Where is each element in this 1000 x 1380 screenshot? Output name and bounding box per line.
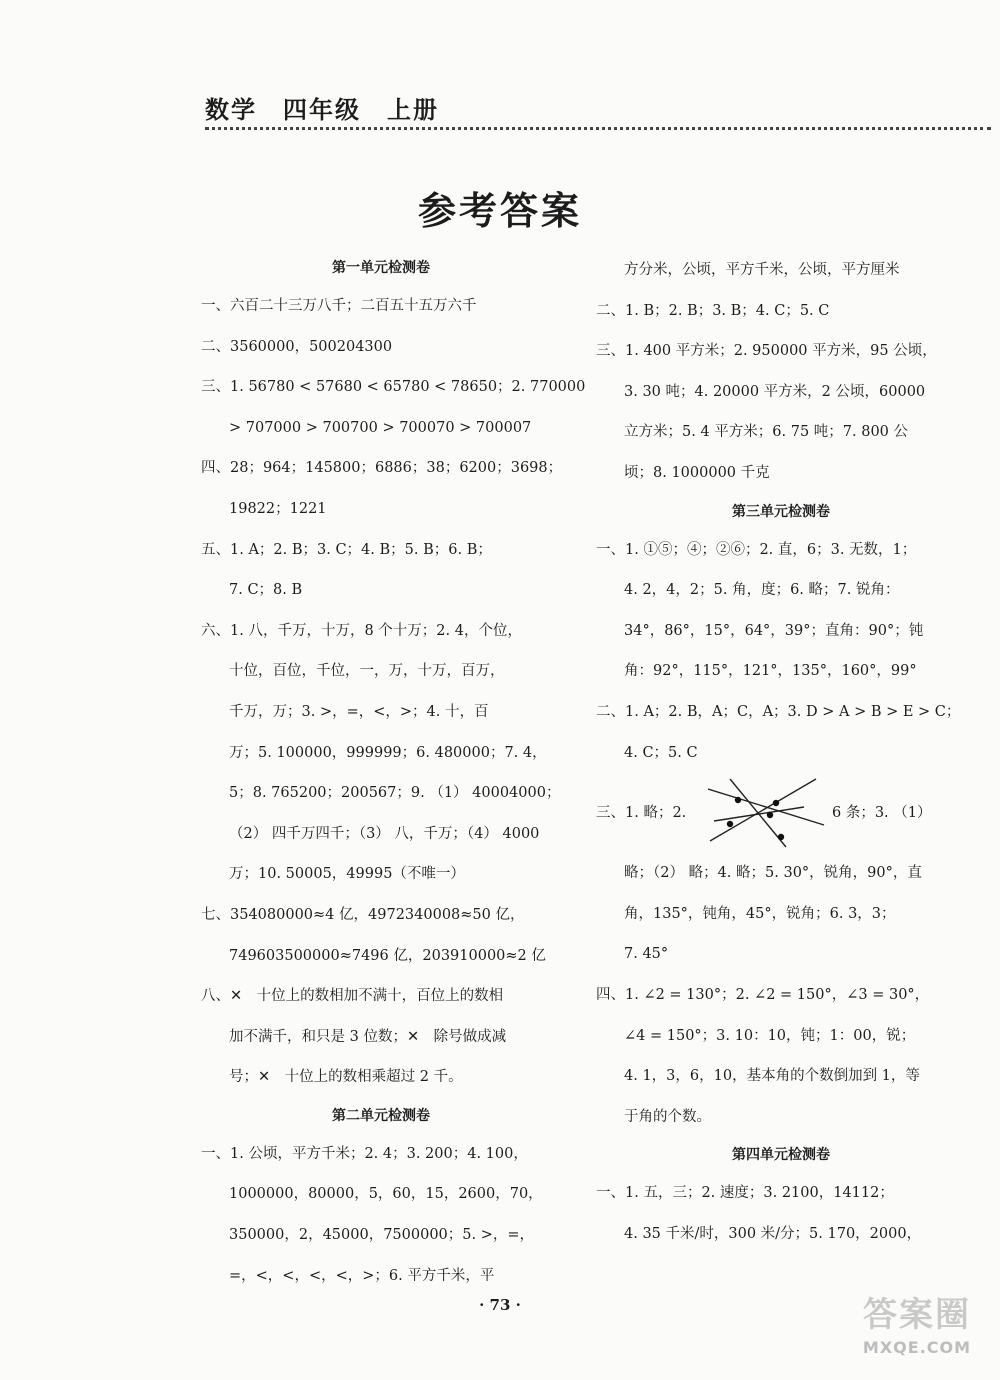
answer-line: 略；（2） 略；4. 略；5. 30°，锐角，90°，直 [624,865,922,882]
answer-line: 二、3560000，500204300 [201,338,393,355]
grade-label: 四年级 [283,95,361,124]
answer-line: 于角的个数。 [624,1108,711,1125]
page-number: · 73 · [479,1296,521,1314]
answer-line: 角，135°，钝角，45°，锐角；6. 3，3； [624,905,896,922]
answer-line: 1000000，80000，5，60，15，2600，70， [229,1186,543,1203]
header-dotted-divider [205,127,991,130]
right-answer-column [596,250,966,1254]
answer-line: 角：92°，115°，121°，135°，160°，99° [624,663,917,680]
answer-line: 7. 45° [624,946,669,963]
answer-line: 顷；8. 1000000 千克 [624,464,770,481]
answer-line: 一、1. 公顷，平方千米；2. 4；3. 200；4. 100， [201,1145,528,1162]
answer-line: 三、1. 56780 < 57680 < 65780 < 78650；2. 770000 [201,379,586,396]
intersection-point [727,821,733,827]
answer-line: 一、1. 五，三；2. 速度；3. 2100，14112； [596,1185,894,1202]
answer-line: （2） 四千万四千；（3） 八，千万；（4） 4000 [229,825,540,842]
answer-line: =，<，<，<，<，>；6. 平方千米，平 [229,1267,495,1284]
watermark-logo-text: 答案圈 [863,1295,971,1335]
intersection-point [735,797,741,803]
answer-line: 一、六百二十三万八千；二百五十五万六千 [201,298,477,314]
figure-line [710,779,816,841]
answer-line: > 707000 > 700700 > 700070 > 700007 [229,419,532,436]
subject-label: 数学 [205,95,257,124]
figure-line [730,779,786,847]
page-title: 参考答案 [417,189,582,233]
answer-line: 万；10. 50005，49995（不唯一） [229,866,465,883]
answer-line: 749603500000≈7496 亿，203910000≈2 亿 [229,947,546,964]
section-heading: 第一单元检测卷 [332,260,430,276]
section-heading: 第三单元检测卷 [732,503,830,520]
left-answer-column [201,250,586,1296]
answer-line: 四、1. ∠2 = 130°；2. ∠2 = 150°，∠3 = 30°， [596,986,930,1003]
answer-line: 4. 35 千米/时，300 米/分；5. 170，2000， [624,1225,922,1242]
answer-line: 二、1. B；2. B；3. B；4. C；5. C [596,302,830,319]
answer-line: 3. 30 吨；4. 20000 平方米，2 公顷，60000 [624,383,926,400]
section-heading: 第二单元检测卷 [332,1107,430,1124]
answer-line: 二、1. A；2. B，A；C，A；3. D > A > B > E > C； [596,703,961,720]
answer-line: 4. 2，4，2；5. 角，度；6. 略；7. 锐角： [624,582,900,599]
intersection-point [778,834,784,840]
answer-line: 5；8. 765200；200567；9. （1） 40004000； [229,785,561,802]
watermark-url: MXQE.COM [862,1338,972,1357]
answer-line: 4. 1，3，6，10，基本角的个数倒加到 1，等 [624,1068,920,1085]
answer-line-with-figure [596,773,966,853]
answer-line: 万；5. 100000，999999；6. 480000；7. 4， [229,744,547,761]
volume-label: 上册 [387,95,439,124]
answer-line: 千万，万；3. >，=，<，>；4. 十，百 [229,703,489,720]
answer-line: 七、354080000≈4 亿，4972340008≈50 亿， [201,906,525,923]
book-header [205,90,465,125]
answer-line: 方分米，公顷，平方千米，公顷，平方厘米 [624,262,900,278]
intersection-point [773,800,779,806]
answer-line: 号；✕ 十位上的数相乘超过 2 千。 [229,1069,463,1086]
answer-line: 4. C；5. C [624,744,698,761]
answer-text: 三、1. 略；2. [596,805,687,822]
answer-line: 加不满千，和只是 3 位数；✕ 除号做成减 [229,1028,507,1045]
answer-line: 三、1. 400 平方米；2. 950000 平方米，95 公顷， [596,343,937,360]
answer-line: 五、1. A；2. B；3. C；4. B；5. B；6. B； [201,541,492,558]
answer-line: ∠4 = 150°；3. 10：10，钝；1：00，锐； [624,1027,916,1044]
answer-line: 34°，86°，15°，64°，39°；直角：90°；钝 [624,622,924,639]
answer-line: 7. C；8. B [229,582,303,599]
answer-line: 立方米；5. 4 平方米；6. 75 吨；7. 800 公 [624,424,909,441]
watermark-logo [842,1292,992,1372]
intersecting-lines-figure [708,777,826,849]
answer-line: 19822；1221 [229,500,327,517]
answer-line: 350000，2，45000，7500000；5. >，=， [229,1227,535,1244]
answer-text: 6 条；3. （1） [832,805,932,822]
answer-line: 四、28；964；145800；6886；38；6200；3698； [201,460,563,477]
intersection-point [767,812,773,818]
answer-line: 六、1. 八，千万，十万，8 个十万；2. 4，个位， [201,622,522,639]
section-heading: 第四单元检测卷 [732,1147,830,1164]
answer-line: 十位，百位，千位，一，万，十万，百万， [229,663,505,680]
answer-line: 八、✕ 十位上的数相加不满十，百位上的数相 [201,988,504,1005]
answer-line: 一、1. ①⑤；④；②⑥；2. 直，6；3. 无数，1； [596,541,917,558]
